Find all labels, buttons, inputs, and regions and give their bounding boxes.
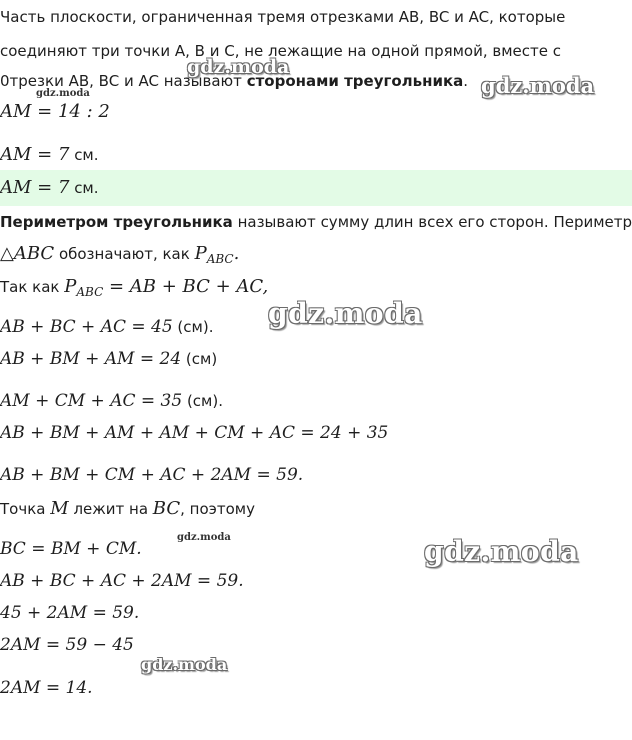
definition-text-1: Часть плоскости, ограниченная тремя отрезками AB, BC и AC, которые xyxy=(0,8,566,26)
eq-perimeter-45-math: AB + BC + AC = 45 xyxy=(0,317,173,337)
eq-sum-text: AB + BM + AM + AM + CM + AC = 24 + 35 xyxy=(0,423,389,443)
answer-unit: см. xyxy=(69,179,99,197)
text-line-1 xyxy=(0,8,565,26)
perimeter-subscript: ABC xyxy=(206,252,234,266)
eq-substituted-text: AB + BC + AC + 2AM = 59. xyxy=(0,571,244,591)
therefore-text: , поэтому xyxy=(180,500,256,518)
segment-bc: BC xyxy=(152,498,181,519)
answer-line xyxy=(0,177,99,198)
perimeter-definition xyxy=(0,213,632,231)
eq-2am-14-text: 2AM = 14. xyxy=(0,678,93,698)
eq-perimeter-24-math: AB + BM + AM = 24 xyxy=(0,349,182,369)
eq-perimeter-35 xyxy=(0,391,223,411)
eq-am-value xyxy=(0,144,99,165)
answer-math: AM = 7 xyxy=(0,177,70,198)
sides-term: сторонами треугольника xyxy=(246,72,464,90)
eq-perimeter-24 xyxy=(0,349,217,369)
eq-substituted xyxy=(0,571,244,591)
eq-perimeter-35-unit: (см). xyxy=(182,392,223,410)
watermark-1: gdz.moda xyxy=(187,56,290,78)
eq-am-division-text: AM = 14 : 2 xyxy=(0,101,110,122)
lies-on-text: лежит на xyxy=(68,500,153,518)
watermark-5: gdz.moda xyxy=(177,532,231,543)
eq-2am-diff-text: 2AM = 59 − 45 xyxy=(0,635,134,655)
perimeter-notation xyxy=(0,243,239,266)
since-text: Так как xyxy=(0,278,65,296)
formula-p: P xyxy=(64,276,77,297)
eq-am-value-unit: см. xyxy=(69,146,99,164)
watermark-6: gdz.moda xyxy=(424,535,579,568)
eq-sum-59-text: AB + BM + CM + AC + 2AM = 59. xyxy=(0,465,304,485)
watermark-3: gdz.moda xyxy=(481,73,595,98)
sides-text: 0трезки AB, BC и AC называют xyxy=(0,72,247,90)
perimeter-text: называют сумму длин всех его сторон. Периметр xyxy=(232,213,632,231)
point-m-statement xyxy=(0,498,255,519)
perimeter-formula xyxy=(0,276,268,299)
eq-am-value-math: AM = 7 xyxy=(0,144,70,165)
eq-perimeter-45-unit: (см). xyxy=(172,318,214,336)
formula-subscript: ABC xyxy=(76,285,104,299)
eq-2am-diff xyxy=(0,635,134,655)
eq-sum xyxy=(0,423,388,443)
eq-45-2am xyxy=(0,603,139,623)
eq-perimeter-35-math: AM + CM + AC = 35 xyxy=(0,391,183,411)
perimeter-term: Периметром треугольника xyxy=(0,213,233,231)
point-m: M xyxy=(50,498,69,519)
triangle-math: △ABC xyxy=(0,243,55,264)
formula-math: = AB + BC + AC, xyxy=(103,276,269,297)
eq-perimeter-24-unit: (см) xyxy=(181,350,218,368)
eq-bc xyxy=(0,539,142,559)
eq-sum-59 xyxy=(0,465,303,485)
eq-bc-text: BC = BM + CM. xyxy=(0,539,142,559)
sides-dot: . xyxy=(463,72,469,90)
point-text: Точка xyxy=(0,500,51,518)
watermark-2: gdz.moda xyxy=(36,88,90,99)
watermark-7: gdz.moda xyxy=(141,655,228,674)
eq-perimeter-45 xyxy=(0,317,213,337)
notation-text: обозначают, как xyxy=(54,245,195,263)
eq-2am-14 xyxy=(0,678,93,698)
eq-am-division xyxy=(0,101,110,122)
eq-45-2am-text: 45 + 2AM = 59. xyxy=(0,603,140,623)
definition-text-2: соединяют три точки A, B и C, не лежащие на одной прямой, вместе с xyxy=(0,42,562,60)
notation-dot: . xyxy=(233,243,240,264)
watermark-4: gdz.moda xyxy=(268,297,423,330)
perimeter-symbol: P xyxy=(194,243,207,264)
